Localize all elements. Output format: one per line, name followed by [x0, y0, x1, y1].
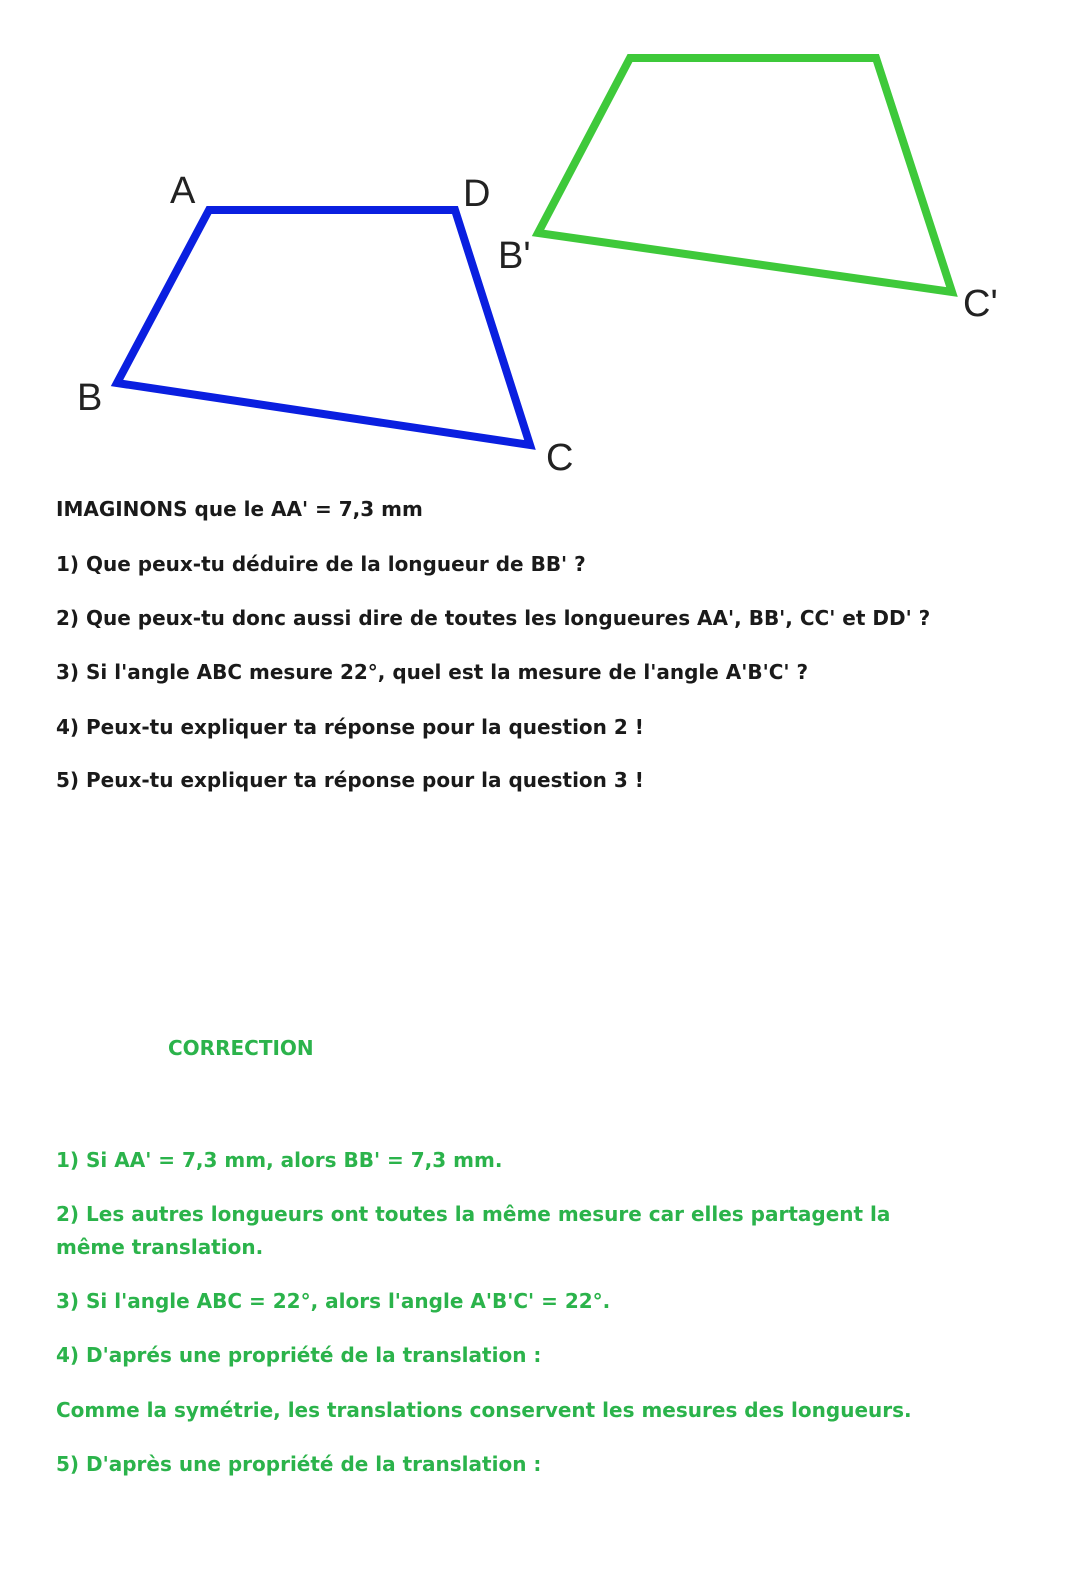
question-3: 3) Si l'angle ABC mesure 22°, quel est la mesure de l'angle A'B'C' ? — [56, 660, 809, 684]
answer-4: 4) D'aprés une propriété de la translation : — [56, 1343, 542, 1367]
label-c: C — [546, 437, 574, 479]
label-b: B — [77, 377, 103, 419]
label-d: D — [463, 173, 491, 215]
question-2: 2) Que peux-tu donc aussi dire de toutes les longueures AA', BB', CC' et DD' ? — [56, 606, 931, 630]
answer-2: 2) Les autres longueurs ont toutes la même mesure car elles partagent la même translation. — [56, 1202, 891, 1259]
label-c-prime: C' — [963, 283, 998, 325]
exercise-intro: IMAGINONS que le AA' = 7,3 mm — [56, 497, 423, 521]
trapezoid-abcd — [117, 210, 530, 445]
answer-1: 1) Si AA' = 7,3 mm, alors BB' = 7,3 mm. — [56, 1148, 503, 1172]
answer-3: 3) Si l'angle ABC = 22°, alors l'angle A'B'C' = 22°. — [56, 1289, 611, 1313]
question-4: 4) Peux-tu expliquer ta réponse pour la question 2 ! — [56, 715, 644, 739]
question-1: 1) Que peux-tu déduire de la longueur de BB' ? — [56, 552, 586, 576]
question-5: 5) Peux-tu expliquer ta réponse pour la question 3 ! — [56, 768, 644, 792]
answer-5: 5) D'après une propriété de la translation : — [56, 1452, 542, 1476]
label-b-prime: B' — [498, 235, 531, 277]
trapezoid-figure — [0, 0, 1080, 490]
answer-4-detail: Comme la symétrie, les translations conservent les mesures des longueurs. — [56, 1398, 912, 1422]
label-a: A — [170, 170, 196, 212]
trapezoid-image — [538, 58, 952, 292]
correction-title: CORRECTION — [168, 1036, 314, 1060]
